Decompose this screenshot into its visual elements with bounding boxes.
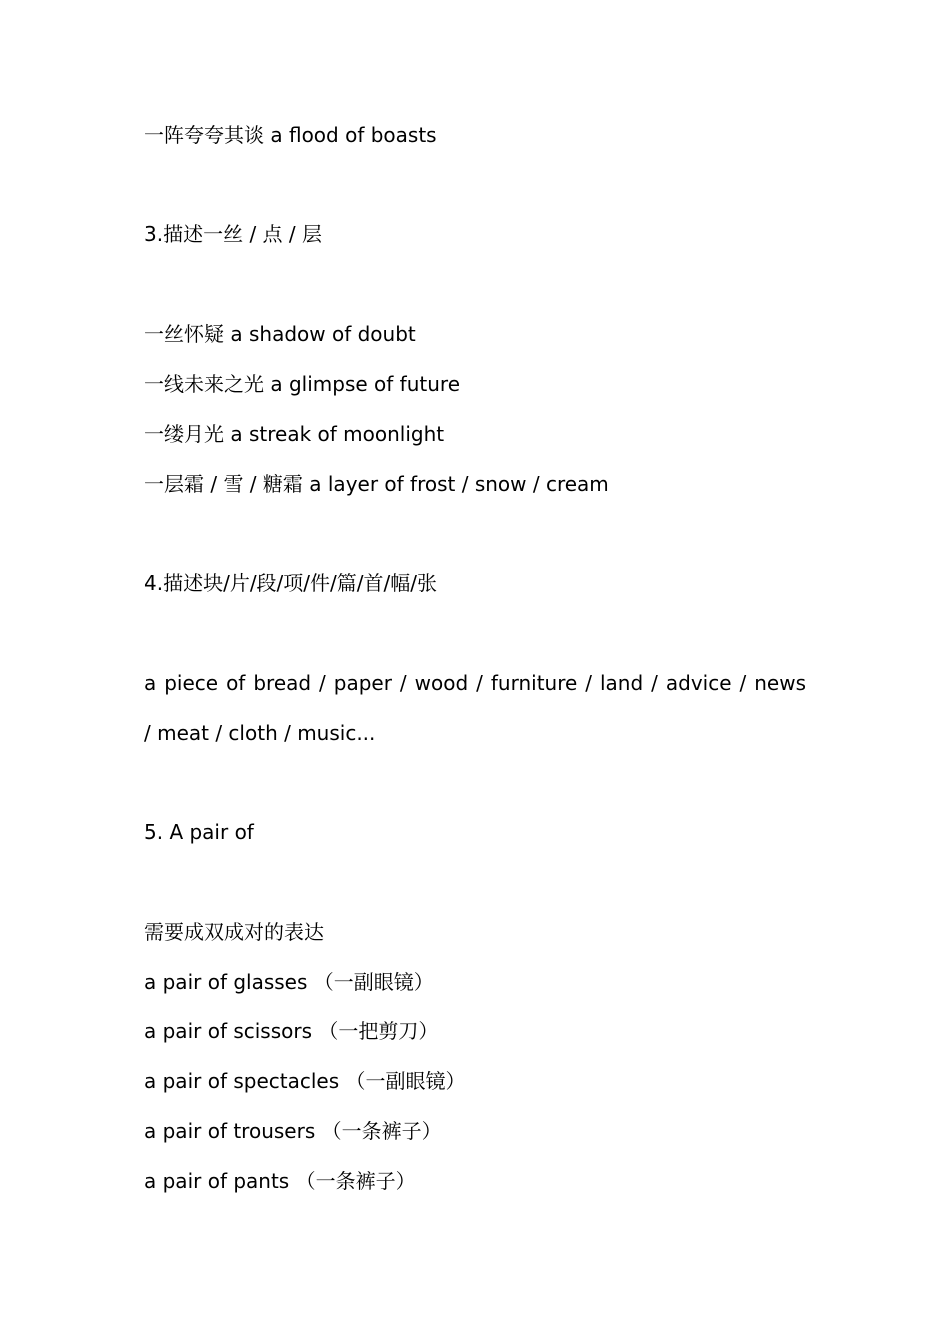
phrase-flood-of-boasts: 一阵夸夸其谈 a flood of boasts <box>144 123 437 147</box>
phrase-layer-of-frost: 一层霜 / 雪 / 糖霜 a layer of frost / snow / cream <box>144 472 609 496</box>
phrase-pair-of-scissors: a pair of scissors （一把剪刀） <box>144 1019 439 1043</box>
phrase-piece-of-continued: / meat / cloth / music... <box>144 721 376 745</box>
phrase-shadow-of-doubt: 一丝怀疑 a shadow of doubt <box>144 322 416 346</box>
phrase-pair-of-trousers: a pair of trousers （一条裤子） <box>144 1119 442 1143</box>
section-heading-5: 5. A pair of <box>144 820 254 844</box>
section-heading-3: 3.描述一丝 / 点 / 层 <box>144 222 322 246</box>
phrase-streak-of-moonlight: 一缕月光 a streak of moonlight <box>144 422 445 446</box>
subheading-pair-expressions: 需要成双成对的表达 <box>144 920 324 944</box>
phrase-piece-of: a piece of bread / paper / wood / furniture / land / advice / news <box>144 671 806 695</box>
phrase-pair-of-pants: a pair of pants （一条裤子） <box>144 1169 416 1193</box>
section-heading-4: 4.描述块/片/段/项/件/篇/首/幅/张 <box>144 571 437 595</box>
phrase-glimpse-of-future: 一线未来之光 a glimpse of future <box>144 372 460 396</box>
phrase-pair-of-spectacles: a pair of spectacles （一副眼镜） <box>144 1069 466 1093</box>
phrase-pair-of-glasses: a pair of glasses （一副眼镜） <box>144 970 434 994</box>
